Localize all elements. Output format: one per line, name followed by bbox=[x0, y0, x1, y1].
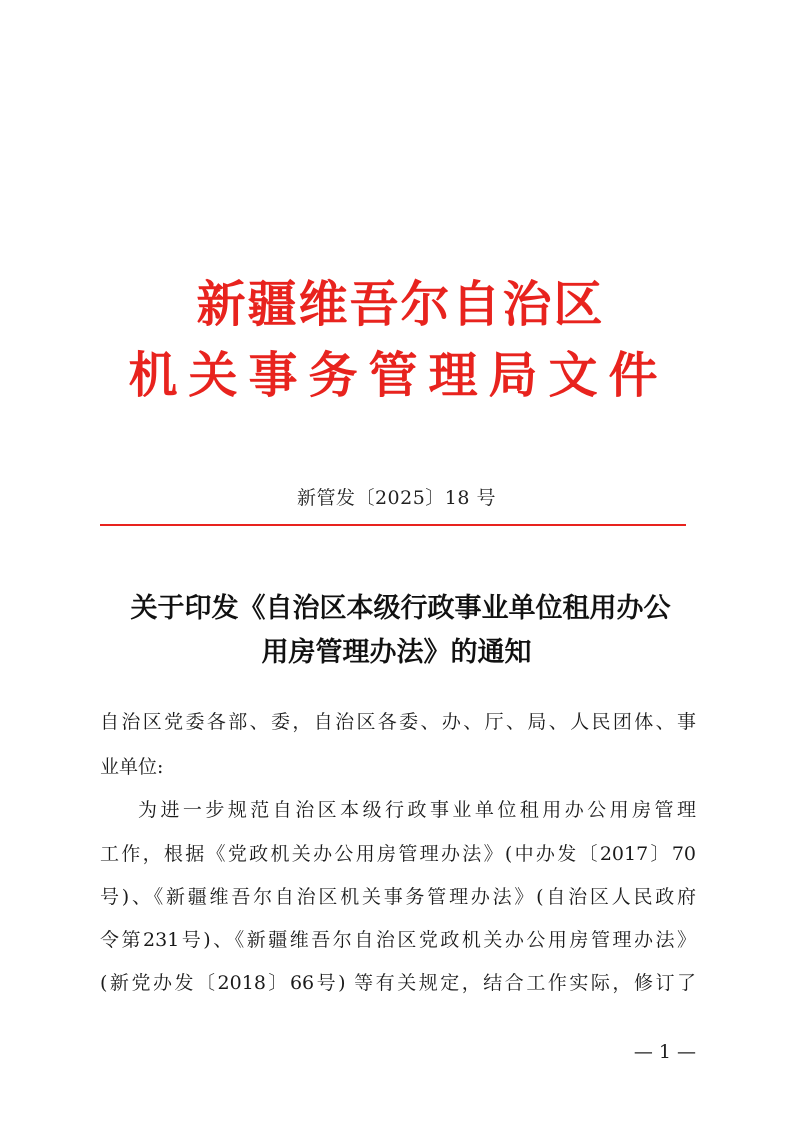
body-paragraph-line-2: 工作，根据《党政机关办公用房管理办法》(中办发〔2017〕70 bbox=[100, 843, 696, 865]
notice-title-line-1: 关于印发《自治区本级行政事业单位租用办公 bbox=[130, 593, 671, 624]
page-number: — 1 — bbox=[633, 1041, 696, 1063]
red-separator-line bbox=[100, 524, 686, 526]
addressee-line-2: 业单位: bbox=[100, 756, 164, 778]
body-paragraph-line-5: (新党办发〔2018〕66号) 等有关规定，结合工作实际，修订了 bbox=[100, 972, 696, 994]
body-paragraph-line-1: 为进一步规范自治区本级行政事业单位租用办公用房管理 bbox=[138, 799, 696, 821]
notice-title-line-2: 用房管理办法》的通知 bbox=[261, 637, 532, 668]
addressee-line-1: 自治区党委各部、委，自治区各委、办、厅、局、人民团体、事 bbox=[100, 711, 696, 733]
body-paragraph-line-3: 号)、《新疆维吾尔自治区机关事务管理办法》(自治区人民政府 bbox=[100, 886, 696, 908]
body-paragraph-line-4: 令第231号)、《新疆维吾尔自治区党政机关办公用房管理办法》 bbox=[100, 929, 696, 951]
issuer-name-line-2: 机关事务管理局文件 bbox=[128, 346, 669, 404]
document-number: 新管发〔2025〕18 号 bbox=[296, 487, 497, 509]
issuer-name-line-1: 新疆维吾尔自治区 bbox=[196, 275, 605, 333]
